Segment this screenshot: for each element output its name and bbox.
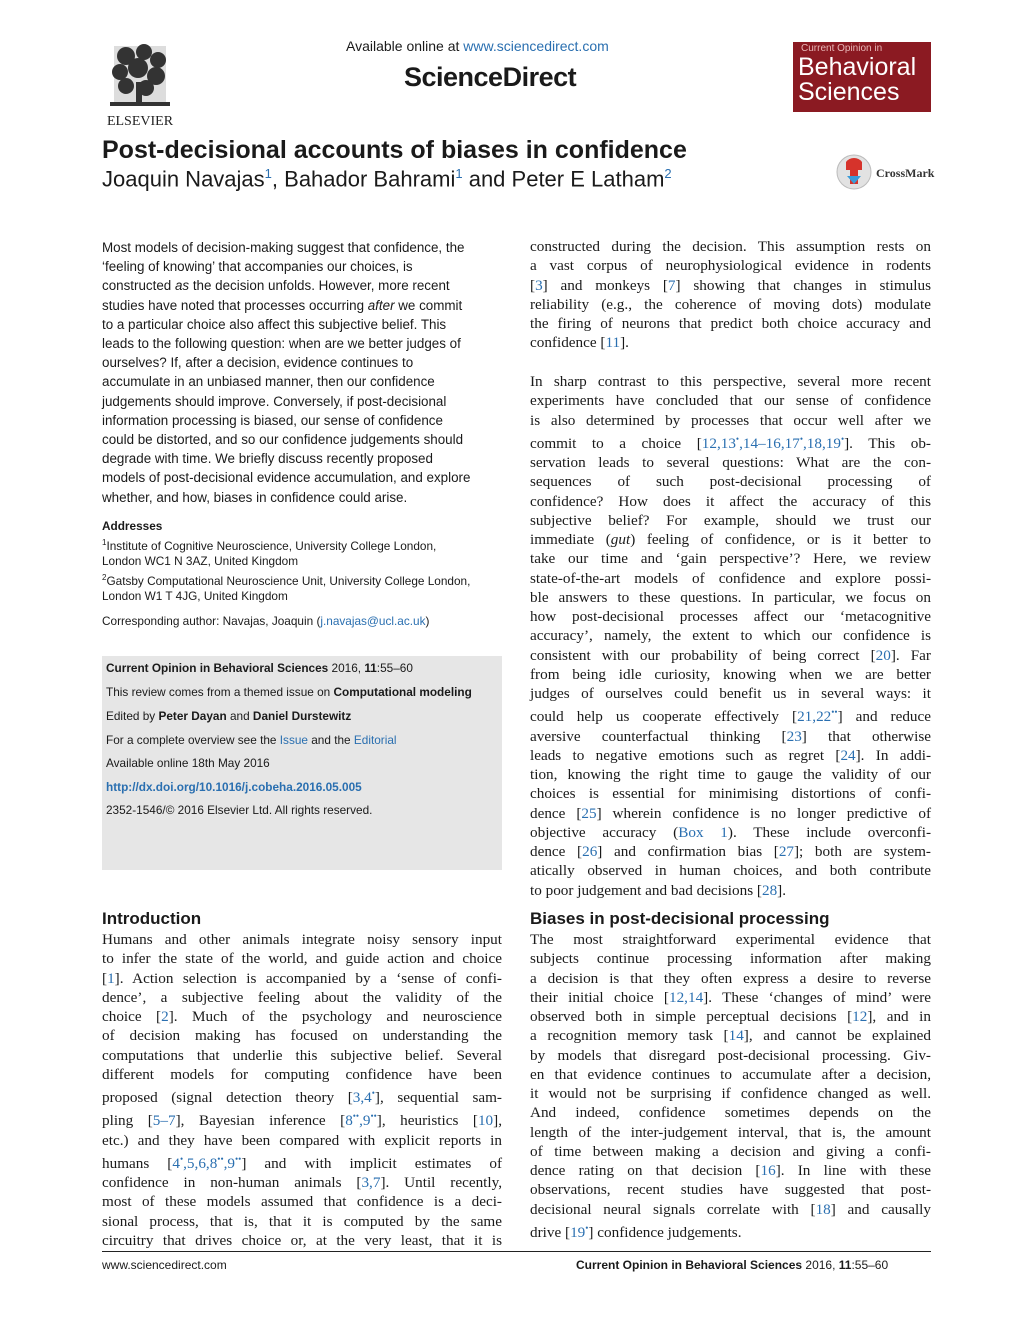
info-copyright: 2352-1546/© 2016 Elsevier Ltd. All rights reserved. (106, 803, 373, 817)
journal-badge-small: Current Opinion in (801, 43, 883, 54)
abstract-line: leads to the following question: when are we better judges of (102, 336, 461, 352)
editorial-link[interactable]: Editorial (353, 733, 397, 747)
continued-paragraph: constructed during the decision. This assumption rests on a vast corpus of neurophysiological evidence in rodents [3] and monkeys [7] showing that changes in stimulus reliability (e.g., the coherence of moving dots) modulate the firing of neurons that predict both choice accuracy and confidence [11]. (530, 238, 931, 352)
abstract-line: degrade with time. We briefly discuss recently proposed (102, 451, 433, 467)
affiliation-mark[interactable]: 1 (455, 166, 463, 181)
address-1-cont: London WC1 N 3AZ, United Kingdom (102, 554, 299, 569)
corresponding-author: Corresponding author: Navajas, Joaquin (j.navajas@ucl.ac.uk) (102, 614, 430, 628)
issue-link[interactable]: Issue (279, 733, 308, 747)
intro-paragraph: Humans and other animals integrate noisy sensory input to infer the state of the world, and guide action and choice [1]. Action selection is accompanied by a ‘sense of confi- dence’, a subjective feeling about the validity of the choice [2]. Much of the psychology and neuroscience of decision making has focused on understanding the computations that underlie this subjective belief. Several different models for computing confidence have been proposed (signal detection theory [3,4•], sequential sam- pling [5–7], Bayesian inference [8••,9••], heuristics [10], etc.) and they have been compared with explicit reports in humans [4•,5,6,8••,9••] and with implicit estimates of confidence in non-human animals [3,7]. Until recently, most of these models assumed that confidence is a deci- sional process, that is, that it is computed by the same circuitry that drives choice or, at the very least, that it is (102, 931, 503, 1249)
address-2: $^2$Gatsby Computational Neuroscience Unit, University College London, (102, 572, 471, 588)
info-editors: Edited by Peter Dayan and Daniel Durstewitz (106, 709, 352, 723)
author-name: Joaquin Navajas (102, 166, 265, 192)
elsevier-wordmark: ELSEVIER (106, 114, 174, 128)
contrast-paragraph: In sharp contrast to this perspective, several more recent experiments have concluded that our sense of confidence is also determined by processes that occur well after we commit to a choice [12,13•,14–16,17•,18,19•]. This ob- servation leads to several questions: What are the con- sequences of such post-decisional processing of confidence? How does it affect the accuracy of this subjective belief? For example, should we trust our immediate (gut) feeling of confidence, or is it better to take our time and ‘gain perspective’? Here, we review state-of-the-art models of confidence and explore possi- ble answers to these questions. In particular, we focus on how post-decisional processes affect our ‘metacognitive accuracy’, namely, the extent to which our confidence is consistent with our probability of being correct [20]. Far from being idle curiosity, knowing when we are better judges of ourselves could benefit us in several ways: it could help us cooperate effectively [21,22••] and reduce aversive counterfactual thinking [23] that otherwise leads to negative emotions such as regret [24]. In addi- tion, knowing the right time to gauge the validity of our choices is essential for minimising distortions of confi- dence [25] wherein confidence is no longer predictive of objective accuracy (Box 1). These include overconfi- dence [26] and confirmation bias [27]; both are system- atically observed in human choices, and both contribute to poor judgement and bad decisions [28]. (530, 373, 932, 899)
article-title: Post-decisional accounts of biases in confidence (102, 136, 687, 164)
elsevier-logo (96, 42, 184, 128)
abstract (102, 238, 502, 507)
sciencedirect-link[interactable]: www.sciencedirect.com (463, 38, 609, 54)
footer-citation: Current Opinion in Behavioral Sciences 2016, 11:55–60 (576, 1258, 889, 1272)
doi-link[interactable]: http://dx.doi.org/10.1016/j.cobeha.2016.05.005 (106, 780, 362, 794)
info-overview: For a complete overview see the Issue and the Editorial (106, 733, 397, 747)
abstract-line: could be distorted, and so our confidence judgements should (102, 432, 464, 448)
journal-badge (793, 42, 931, 112)
abstract-line: constructed as the decision unfolds. However, more recent (102, 278, 450, 294)
abstract-line: Most models of decision-making suggest that confidence, the (102, 240, 465, 255)
intro-heading: Introduction (102, 909, 202, 928)
abstract-line: accumulate in an unbiased manner, then our confidence (102, 374, 435, 390)
affiliation-mark[interactable]: 2 (664, 166, 672, 181)
info-available: Available online 18th May 2016 (106, 756, 270, 770)
info-citation: Current Opinion in Behavioral Sciences 2016, 11:55–60 (106, 661, 413, 675)
address-1: $^1$Institute of Cognitive Neuroscience, University College London, (102, 537, 437, 553)
journal-badge-line1: Behavioral (798, 53, 917, 81)
footer-site-link[interactable]: www.sciencedirect.com (102, 1258, 227, 1272)
crossmark-label: CrossMark (876, 166, 935, 180)
available-online (346, 38, 609, 54)
abstract-line: to a particular choice also affect this subjective belief. This (102, 316, 447, 332)
sciencedirect-wordmark: ScienceDirect (404, 62, 577, 92)
author-list: Joaquin Navajas$^1$, Bahador Bahrami$^1$ and Peter E Latham$^2$ (102, 166, 672, 192)
addresses (102, 519, 502, 605)
abstract-line: judgements should improve. Conversely, if post-decisional (102, 393, 447, 409)
abstract-line: ourselves? If, after a decision, evidence continues to (102, 355, 414, 371)
article-info-box (102, 656, 502, 870)
addresses-heading: Addresses (102, 519, 163, 533)
bias-heading: Biases in post-decisional processing (530, 909, 830, 928)
affiliation-mark[interactable]: 1 (264, 166, 272, 181)
author-name: Bahador Bahrami (284, 166, 456, 192)
available-prefix: Available online at (346, 38, 460, 54)
abstract-line: studies have noted that processes occurring after we commit (102, 297, 463, 313)
address-2-cont: London W1 T 4JG, United Kingdom (102, 589, 288, 604)
abstract-line: models of post-decisional evidence accumulation, and explore (102, 470, 471, 486)
abstract-line: ‘feeling of knowing’ that accompanies our choices, is (102, 259, 413, 275)
bias-paragraph: The most straightforward experimental evidence that subjects continue processing information after making a decision is that they often express a desire to reverse their initial choice [12,14]. These ‘changes of mind’ were observed both in simple perceptual decisions [12], and in a recognition memory task [14], and cannot be explained by models that disregard post-decisional processing. Giv- en that evidence continues to accumulate after a decision, it would not be surprising if confidence changed as well. And indeed, confidence sometimes depends on the length of the inter-judgement interval, that is, the amount of time between making a decision and giving a confi- dence rating on that decision [16]. In line with these observations, recent studies have suggested that post- decisional neural signals correlate with [18] and causally drive [19•] confidence judgements. (530, 931, 931, 1241)
journal-badge-line2: Sciences (798, 78, 900, 106)
abstract-line: whether, and how, biases in confidence could arise. (102, 489, 408, 505)
footer-divider (102, 1251, 931, 1252)
author-name: Peter E Latham (511, 166, 665, 192)
crossmark-badge[interactable] (836, 152, 936, 192)
abstract-line: information processing is biased, our sense of confidence (102, 412, 443, 428)
info-theme: This review comes from a themed issue on Computational modeling (106, 685, 472, 699)
email-link[interactable]: j.navajas@ucl.ac.uk (320, 614, 426, 628)
